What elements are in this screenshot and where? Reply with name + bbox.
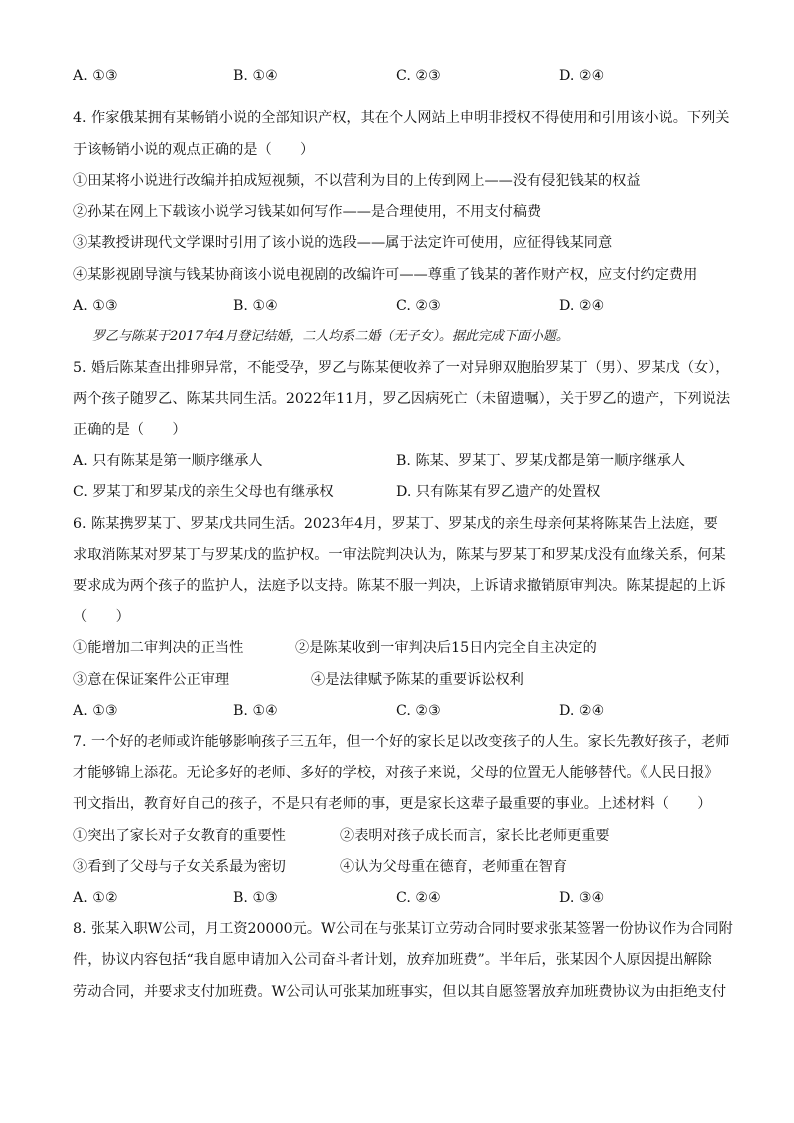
q6-option-b[interactable]: B. ①④: [233, 703, 278, 719]
q6-item-4: ④是法律赋予陈某的重要诉讼权利: [311, 672, 524, 688]
q7-item-1: ①突出了家长对子女教育的重要性: [73, 828, 286, 844]
q5-options-row-2: [73, 482, 723, 502]
q3-option-a[interactable]: A. ①③: [73, 68, 118, 84]
q4-item-2: ②孙某在网上下载该小说学习钱某如何写作——是合理使用，不用支付稿费: [73, 204, 542, 220]
q7-option-b[interactable]: B. ①③: [233, 890, 278, 906]
q6-items-row-1: [73, 638, 723, 658]
q3-option-b[interactable]: B. ①④: [233, 68, 278, 84]
q4-item-3: ③某教授讲现代文学课时引用了该小说的选段——属于法定许可使用，应征得钱某同意: [73, 235, 613, 251]
q5-stem-line-2: 两个孩子随罗乙、陈某共同生活。2022年11月，罗乙因病死亡（未留遗嘱），关于罗乙的遗产，下列说法: [73, 391, 731, 407]
q7-items-row-2: [73, 857, 723, 877]
q6-items-row-2: [73, 670, 723, 690]
q4-item-1: ①田某将小说进行改编并拍成短视频，不以营利为目的上传到网上——没有侵犯钱某的权益: [73, 173, 641, 189]
q4-stem-line-1: 4. 作家俄某拥有某畅销小说的全部知识产权，其在个人网站上申明非授权不得使用和引用该小说。下列关: [73, 110, 730, 126]
q6-option-a[interactable]: A. ①③: [73, 703, 118, 719]
q6-option-d[interactable]: D. ②④: [559, 703, 605, 719]
q7-item-3: ③看到了父母与子女关系最为密切: [73, 859, 286, 875]
q4-option-a[interactable]: A. ①③: [73, 298, 118, 314]
q6-item-2: ②是陈某收到一审判决后15日内完全自主决定的: [295, 640, 597, 656]
q6-stem-line-3: 要求成为两个孩子的监护人，法庭予以支持。陈某不服一判决，上诉请求撤销原审判决。陈某提起的上诉: [73, 578, 726, 594]
q8-stem-line-2: 件，协议内容包括“我自愿申请加入公司奋斗者计划，放弃加班费”。半年后，张某因个人原因提出解除: [73, 952, 712, 968]
q5-option-c[interactable]: C. 罗某丁和罗某戊的亲生父母也有继承权: [73, 484, 334, 500]
q3-options: [73, 66, 723, 86]
q7-stem-line-1: 7. 一个好的老师或许能够影响孩子三五年，但一个好的家长足以改变孩子的人生。家长先教好孩子，老师: [73, 734, 730, 750]
q6-stem-line-2: 求取消陈某对罗某丁与罗某戊的监护权。一审法院判决认为，陈某与罗某丁和罗某戊没有血缘关系，何某: [73, 547, 726, 563]
q5-options-row-1: [73, 451, 723, 471]
q5-option-d[interactable]: D. 只有陈某有罗乙遗产的处置权: [396, 484, 601, 500]
q6-stem-line-4: （ ）: [73, 609, 130, 625]
q5-option-b[interactable]: B. 陈某、罗某丁、罗某戊都是第一顺序继承人: [396, 453, 686, 469]
q6-item-3: ③意在保证案件公正审理: [73, 672, 230, 688]
q7-options: [73, 888, 723, 908]
q7-items-row-1: [73, 826, 723, 846]
q6-stem-line-1: 6. 陈某携罗某丁、罗某戊共同生活。2023年4月，罗某丁、罗某戊的亲生母亲何某将陈某告上法庭，要: [73, 516, 718, 532]
q7-option-c[interactable]: C. ②④: [396, 890, 441, 906]
q7-stem-line-2: 才能够锦上添花。无论多好的老师、多好的学校，对孩子来说，父母的位置无人能够替代。《人民日报》: [73, 765, 719, 781]
q5-option-a[interactable]: A. 只有陈某是第一顺序继承人: [73, 453, 263, 469]
q4-options: [73, 296, 723, 316]
q4-option-b[interactable]: B. ①④: [233, 298, 278, 314]
q7-item-4: ④认为父母重在德育，老师重在智育: [340, 859, 568, 875]
q6-option-c[interactable]: C. ②③: [396, 703, 441, 719]
q8-stem-line-3: 劳动合同，并要求支付加班费。W公司认可张某加班事实，但以其自愿签署放弃加班费协议为由拒绝支付: [73, 984, 727, 1000]
group-intro: 罗乙与陈某于2017年4月登记结婚，二人均系二婚（无子女）。据此完成下面小题。: [92, 329, 569, 344]
q7-item-2: ②表明对孩子成长而言，家长比老师更重要: [340, 828, 610, 844]
q5-stem-line-1: 5. 婚后陈某查出排卵异常，不能受孕，罗乙与陈某便收养了一对异卵双胞胎罗某丁（男）、罗某戊（女），: [73, 360, 730, 376]
q8-stem-line-1: 8. 张某入职W公司，月工资20000元。W公司在与张某订立劳动合同时要求张某签署一份协议作为合同附: [73, 921, 733, 937]
q3-option-d[interactable]: D. ②④: [559, 68, 605, 84]
q3-option-c[interactable]: C. ②③: [396, 68, 441, 84]
q6-item-1: ①能增加二审判决的正当性: [73, 640, 244, 656]
q4-item-4: ④某影视剧导演与钱某协商该小说电视剧的改编许可——尊重了钱某的著作财产权，应支付约定费用: [73, 267, 698, 283]
q4-option-c[interactable]: C. ②③: [396, 298, 441, 314]
q5-stem-line-3: 正确的是（ ）: [73, 422, 187, 438]
q4-stem-line-2: 于该畅销小说的观点正确的是（ ）: [73, 142, 315, 158]
q7-option-a[interactable]: A. ①②: [73, 890, 118, 906]
q7-stem-line-3: 刊文指出，教育好自己的孩子，不是只有老师的事，更是家长这辈子最重要的事业。上述材料（ ）: [73, 796, 712, 812]
q6-options: [73, 701, 723, 721]
q4-option-d[interactable]: D. ②④: [559, 298, 605, 314]
q7-option-d[interactable]: D. ③④: [559, 890, 605, 906]
